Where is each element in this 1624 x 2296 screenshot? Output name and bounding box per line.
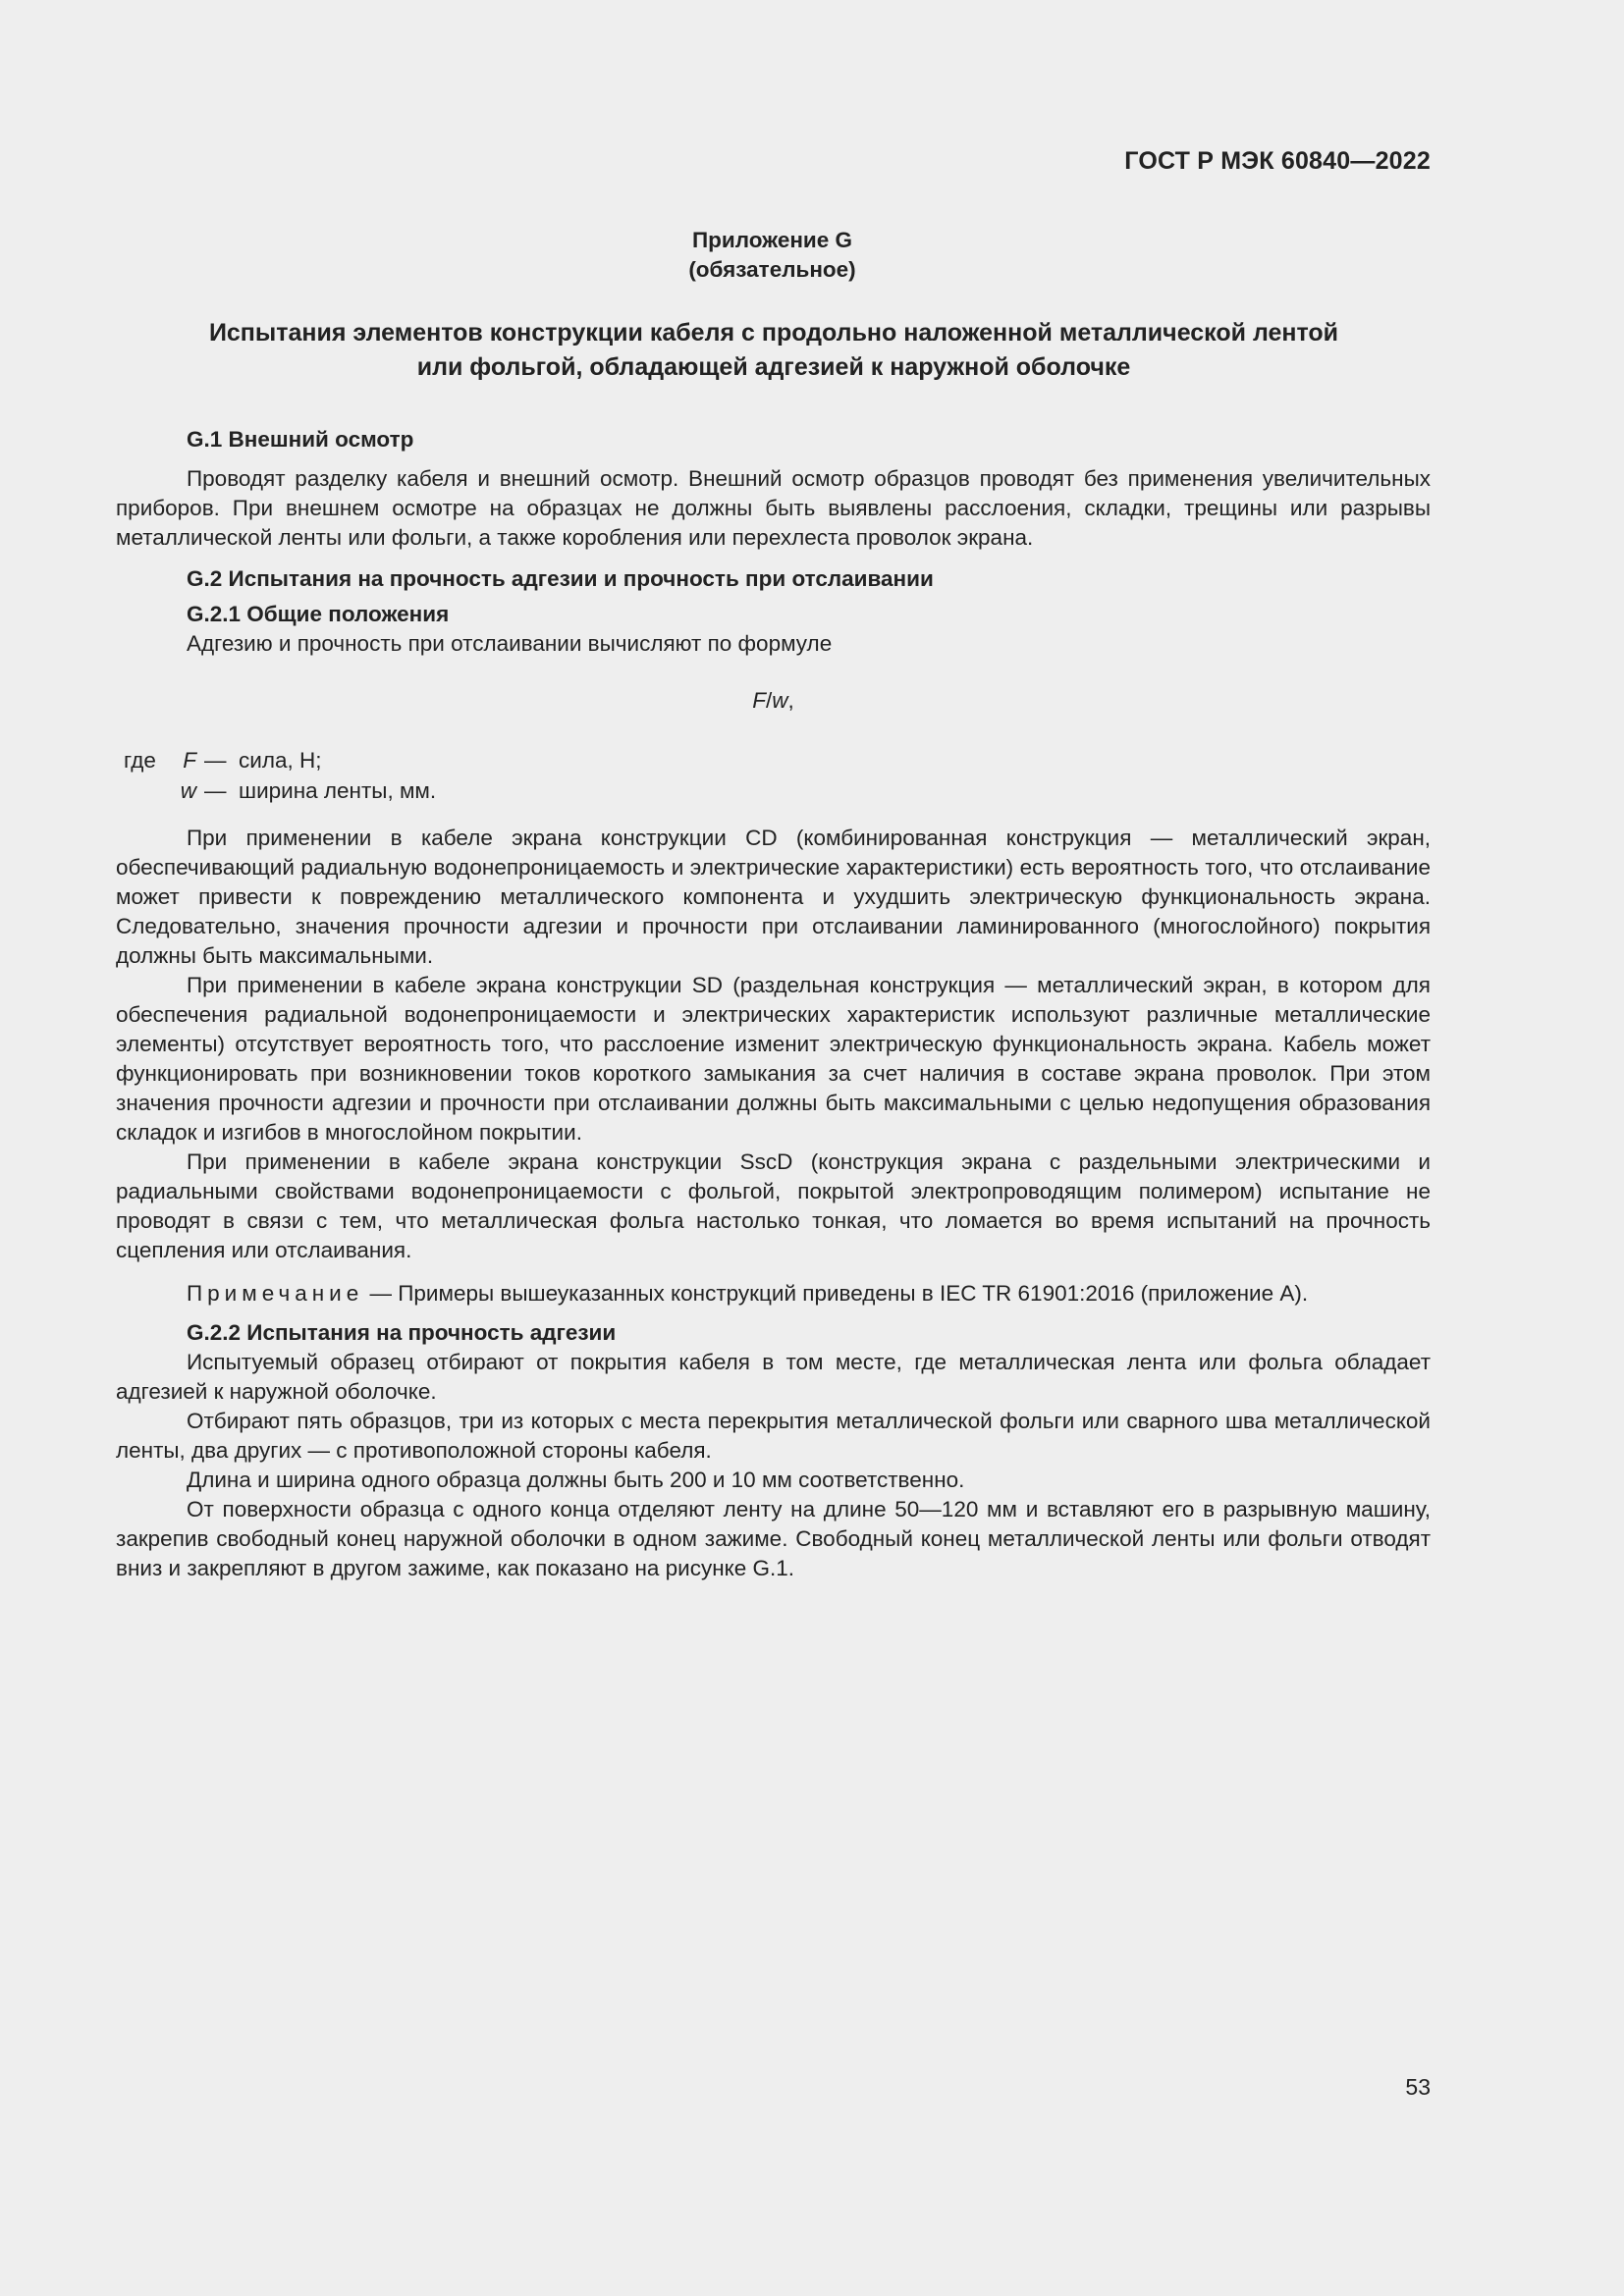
section-g2-heading: G.2 Испытания на прочность адгезии и прочность при отслаивании (187, 566, 934, 591)
formula-numerator: F (752, 688, 766, 713)
formula-legend (116, 745, 1431, 806)
document-body (116, 425, 1431, 1583)
legend-text: сила, Н; (239, 748, 322, 773)
formula-slash: / (765, 688, 773, 713)
section-g21-paragraph-1: При применении в кабеле экрана конструкции CD (комбинированная конструкция — металлический экран, обеспечивающий радиальную водонепроницаемость и электрические характеристики) есть вероятность того, что отслаивание может привести к повреждению металлического компонента и ухудшить электрическую функциональность экрана. Следовательно, значения прочности адгезии и прочности при отслаивании ламинированного (многослойного) покрытия должны быть максимальными. (116, 826, 1431, 968)
formula-denominator: w (772, 688, 788, 713)
legend-prefix: где (124, 748, 156, 773)
note (116, 1279, 1431, 1308)
section-g22-heading: G.2.2 Испытания на прочность адгезии (187, 1320, 617, 1345)
title-line-2: или фольгой, обладающей адгезией к наружной оболочке (416, 353, 1131, 381)
section-g21-paragraph-3: При применении в кабеле экрана конструкции SscD (конструкция экрана с раздельными электрическими и радиальными свойствами водонепроницаемости с фольгой, покрытой электропроводящим полимером) испытание не проводят в связи с тем, что металлическая фольга настолько тонкая, что ломается во время испытаний на прочность сцепления или отслаивания. (116, 1149, 1431, 1262)
note-label: Примечание (187, 1281, 364, 1306)
page-number: 53 (1405, 2074, 1431, 2100)
section-g22-paragraph-4: От поверхности образца с одного конца отделяют ленту на длине 50—120 мм и вставляют его в разрывную машину, закрепив свободный конец наружной оболочки в одном зажиме. Свободный конец металлической ленты или фольги отводят вниз и закрепляют в другом зажиме, как показано на рисунке G.1. (116, 1497, 1431, 1580)
legend-dash: — (204, 748, 227, 773)
formula (116, 686, 1431, 716)
legend-text: ширина ленты, мм. (239, 778, 437, 803)
section-g1-heading: G.1 Внешний осмотр (187, 427, 414, 452)
section-g22-paragraph-1: Испытуемый образец отбирают от покрытия кабеля в том месте, где металлическая лента или фольга обладает адгезией к наружной оболочке. (116, 1350, 1431, 1404)
appendix-label: Приложение G (691, 228, 853, 252)
title-line-1: Испытания элементов конструкции кабеля с продольно наложенной металлической лентой (208, 319, 1339, 347)
section-g1-text: Проводят разделку кабеля и внешний осмотр. Внешний осмотр образцов проводят без применения увеличительных приборов. При внешнем осмотре на образцах не должны быть выявлены расслоения, складки, трещины или разрывы металлической ленты или фольги, а также коробления или перехлеста проволок экрана. (116, 466, 1431, 550)
legend-row (116, 745, 1431, 775)
section-g22-paragraph-2: Отбирают пять образцов, три из которых с места перекрытия металлической фольги или сварного шва металлической ленты, два других — с противоположной стороны кабеля. (116, 1409, 1431, 1463)
legend-symbol: w (180, 778, 196, 803)
note-text: — Примеры вышеуказанных конструкций приведены в IEC TR 61901:2016 (приложение А). (363, 1281, 1309, 1306)
legend-symbol: F (183, 748, 196, 773)
section-g21-intro: Адгезию и прочность при отслаивании вычисляют по формуле (187, 631, 833, 656)
document-code: ГОСТ Р МЭК 60840—2022 (1124, 147, 1431, 175)
appendix-status: (обязательное) (688, 257, 856, 282)
formula-tail: , (787, 688, 794, 713)
section-g22-paragraph-3: Длина и ширина одного образца должны быть 200 и 10 мм соответственно. (187, 1468, 965, 1492)
legend-row (116, 775, 1431, 806)
appendix-title (116, 316, 1432, 385)
section-g21-paragraph-2: При применении в кабеле экрана конструкции SD (раздельная конструкция — металлический экран, в котором для обеспечения радиальной водонепроницаемости и электрических характеристик используют различные металлические элементы) отсутствует вероятность того, что расслоение изменит электрическую функциональность экрана. Кабель может функционировать при возникновении токов короткого замыкания за счет наличия в составе экрана проволок. При этом значения прочности адгезии и прочности при отслаивании должны быть максимальными с целью недопущения образования складок и изгибов в многослойном покрытии. (116, 973, 1431, 1145)
legend-dash: — (204, 778, 227, 803)
appendix-heading (0, 226, 1544, 285)
section-g21-heading: G.2.1 Общие положения (187, 602, 450, 626)
